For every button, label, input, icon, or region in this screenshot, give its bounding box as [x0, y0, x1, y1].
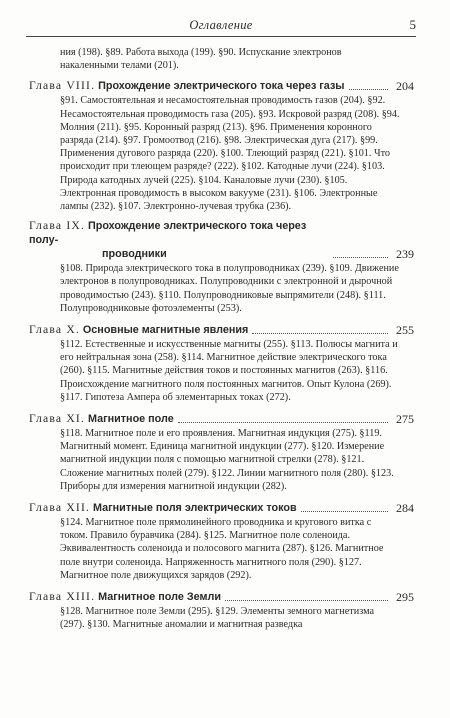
chapter-heading[interactable]	[29, 590, 414, 604]
chapter-title-continued: проводники	[102, 248, 167, 261]
chapter-title: Магнитное поле Земли	[98, 591, 221, 604]
chapter-sections: §91. Самостоятельная и несамостоятельная проводимость газов (204). §92. Несамостоятельная проводимость газа (205). §93. Искровой разряд (208). §94. Молния (211). §95. Коронный разряд (213). §96. Применения коронного разряда (214). §97. Громоотвод (216). §98. Электрическая дуга (217). §99. Применения дугового разряда (220). §100. Тлеющий разряд (221). §101. Что происходит при тлеющем разряде? (222). §102. Катодные лучи (224). §103. Природа катодных лучей (225). §104. Каналовые лучи (230). §105. Электронная проводимость в высоком вакууме (231). §106. Электронные лампы (232). §107. Электронно-лучевая трубка (236).	[60, 95, 400, 213]
chapter-heading[interactable]	[29, 79, 414, 93]
chapter-title: Прохождение электрического тока через полу-	[29, 220, 307, 247]
chapter-sections: §112. Естественные и искусственные магниты (255). §113. Полюсы магнита и его нейтральная зона (258). §114. Магнитное действие электрического тока (260). §115. Магнитные действия токов и постоянных магнитов (263). §116. Происхождение магнитного поля постоянных магнитов. Опыт Кулона (269). §117. Гипотеза Ампера об элементарных токах (272).	[60, 339, 398, 403]
page-number: 5	[409, 17, 416, 32]
header-title: Оглавление	[189, 18, 253, 32]
chapter-number: Глава XIII.	[29, 590, 96, 604]
chapter-number: Глава VIII.	[29, 79, 96, 93]
dot-leader	[333, 257, 388, 258]
chapter-xi	[29, 412, 414, 493]
table-of-contents	[29, 46, 414, 632]
dot-leader	[301, 511, 388, 512]
running-header	[26, 18, 416, 37]
chapter-number: Глава IX.	[29, 219, 86, 233]
chapter-xii	[29, 501, 414, 582]
dot-leader	[349, 89, 388, 90]
chapter-page: 284	[396, 501, 414, 516]
chapter-x	[29, 323, 414, 404]
chapter-heading[interactable]	[29, 412, 414, 426]
chapter-sections: §108. Природа электрического тока в полупроводниках (239). §109. Движение электронов в полупроводниках. Полупроводники с электронной и дырочной проводимостью (243). §110. Полупроводниковые выпрямители (248). §111. Полупроводниковые фотоэлементы (253).	[60, 263, 399, 314]
chapter-heading[interactable]	[29, 219, 414, 261]
chapter-page: 295	[396, 590, 414, 605]
chapter-page: 204	[396, 79, 414, 94]
chapter-number: Глава XII.	[29, 501, 91, 515]
continued-sections: ния (198). §89. Работа выхода (199). §90. Испускание электронов накаленными телами (201).	[60, 47, 342, 72]
chapter-title: Основные магнитные явления	[82, 324, 249, 337]
dot-leader	[225, 600, 388, 601]
chapter-heading[interactable]	[29, 501, 414, 515]
chapter-title: Магнитное поле	[87, 413, 174, 426]
chapter-title: Магнитные поля электрических токов	[93, 502, 297, 515]
chapter-page: 275	[396, 412, 414, 427]
chapter-number: Глава XI.	[29, 412, 86, 426]
chapter-page: 255	[396, 323, 414, 338]
chapter-sections: §124. Магнитное поле прямолинейного проводника и кругового витка с током. Правило буравчика (284). §125. Магнитное поле соленоида. Эквивалентность соленоида и полосового магнита (287). §126. Магнитное поле внутри соленоида. Напряженность магнитного поля (290). §127. Магнитное поле движущихся зарядов (292).	[60, 517, 384, 581]
chapter-sections: §118. Магнитное поле и его проявления. Магнитная индукция (275). §119. Магнитный момент. Единица магнитной индукции (277). §120. Измерение магнитной индукции поля с помощью магнитной стрелки (278). §121. Сложение магнитных полей (279). §122. Линии магнитного поля (280). §123. Приборы для измерения магнитной индукции (282).	[60, 428, 394, 492]
chapter-ix	[29, 219, 414, 315]
chapter-page: 239	[396, 247, 414, 262]
dot-leader	[178, 422, 388, 423]
chapter-xiii	[29, 590, 414, 631]
dot-leader	[252, 333, 388, 334]
chapter-sections: §128. Магнитное поле Земли (295). §129. Элементы земного магнетизма (297). §130. Магнитные аномалии и магнитная разведка	[60, 606, 374, 631]
chapter-title: Прохождение электрического тока через газы	[98, 80, 345, 93]
chapter-viii	[29, 79, 414, 213]
chapter-number: Глава X.	[29, 323, 80, 337]
chapter-heading[interactable]	[29, 323, 414, 337]
